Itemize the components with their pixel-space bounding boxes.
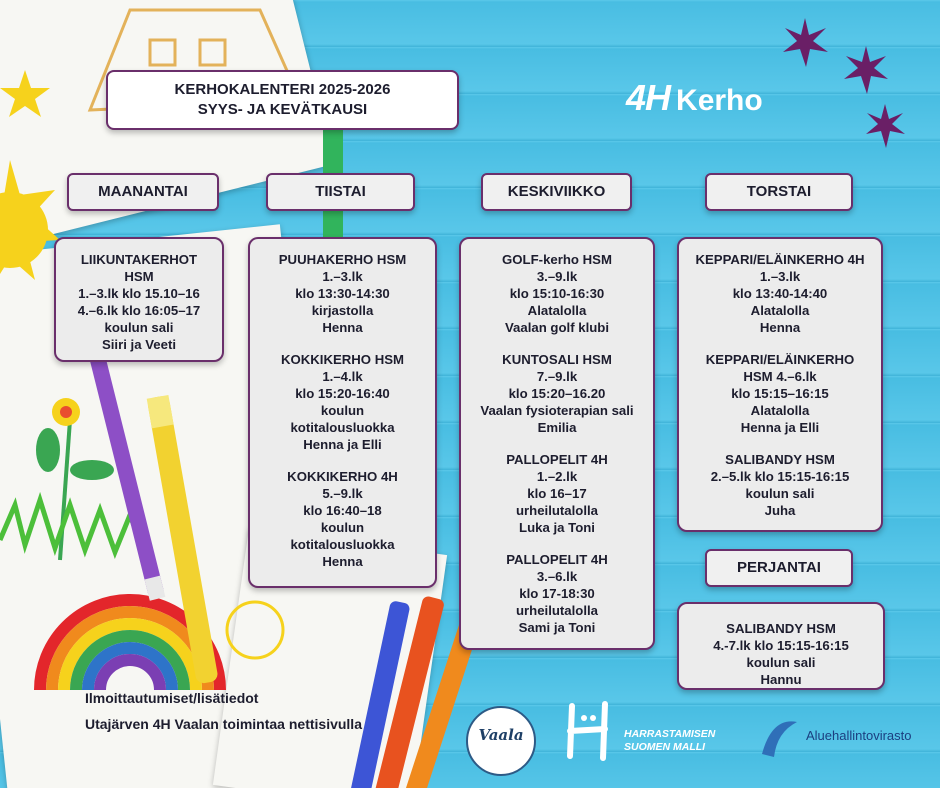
club-name: KOKKIKERHO 4H <box>287 469 398 484</box>
club-detail: 3.–9.lk <box>536 269 578 284</box>
club-detail: klo 13:30-14:30 <box>295 286 390 301</box>
club-detail: Juha <box>764 503 796 518</box>
club-detail: Sami ja Toni <box>518 620 596 635</box>
club-detail: koulun <box>320 403 365 418</box>
title-box <box>106 70 459 130</box>
club-detail: Vaalan fysioterapian sali <box>480 403 634 418</box>
logo-kerho-text: Kerho <box>676 84 763 117</box>
club-detail: Siiri ja Veeti <box>101 337 177 352</box>
club-name: KEPPARI/ELÄINKERHO <box>705 352 855 367</box>
grass-drawing-icon <box>0 500 145 555</box>
club-detail: HSM <box>124 269 154 284</box>
club-detail: 1.–2.lk <box>536 469 578 484</box>
club-detail: 4.–6.lk klo 16:05–17 <box>77 303 201 318</box>
purple-stars-icon <box>783 18 905 148</box>
tuesday-clubs <box>248 237 437 588</box>
friday-clubs <box>677 602 885 690</box>
club-name: KUNTOSALI HSM <box>502 352 612 367</box>
club-name: SALIBANDY HSM <box>726 621 836 636</box>
club-detail: 4.-7.lk klo 15:15-16:15 <box>713 638 849 653</box>
wednesday-clubs <box>459 237 655 650</box>
club-detail: klo 15:10-16:30 <box>509 286 605 301</box>
vaala-logo <box>466 706 536 776</box>
avi-mark-icon <box>752 712 802 762</box>
hsm-text-line2: SUOMEN MALLI <box>624 741 706 753</box>
club-detail: 1.–3.lk <box>322 269 363 284</box>
logo-4h-mark: 4H <box>626 77 671 118</box>
club-detail: klo 15:20-16:40 <box>295 386 390 401</box>
club-detail: kirjastolla <box>311 303 374 318</box>
footer-registration: Ilmoittautumiset/lisätiedot <box>85 690 259 706</box>
club-detail: HSM 4.–6.lk <box>743 369 817 384</box>
day-header-thursday: TORSTAI <box>705 173 853 211</box>
4h-kerho-logo <box>626 77 763 119</box>
day-header-monday: MAANANTAI <box>67 173 219 211</box>
club-detail: 5.–9.lk <box>322 486 363 501</box>
day-header-friday: PERJANTAI <box>705 549 853 587</box>
club-detail: 3.–6.lk <box>536 569 578 584</box>
day-header-wednesday: KESKIVIIKKO <box>481 173 632 211</box>
club-detail: 1.–3.lk klo 15.10–16 <box>78 286 200 301</box>
sun-drawing-icon <box>0 160 60 290</box>
club-name: GOLF-kerho HSM <box>502 252 612 267</box>
club-detail: Hannu <box>760 672 802 687</box>
club-detail: urheilutalolla <box>515 603 599 618</box>
club-entry <box>62 251 216 353</box>
club-detail: koulun sali <box>746 655 816 670</box>
club-detail: Emilia <box>537 420 577 435</box>
club-detail: Henna ja Elli <box>740 420 820 435</box>
club-detail: Alatalolla <box>527 303 587 318</box>
club-name: SALIBANDY HSM <box>725 452 835 467</box>
club-detail: klo 16:40–18 <box>303 503 382 518</box>
club-entry <box>256 351 429 453</box>
club-detail: Henna <box>322 320 363 335</box>
club-detail: 1.–3.lk <box>759 269 801 284</box>
club-detail: Henna <box>759 320 801 335</box>
club-entry <box>467 351 647 436</box>
club-entry <box>685 351 875 436</box>
hsm-text-line1: HARRASTAMISEN <box>624 728 716 740</box>
club-detail: koulun sali <box>745 486 815 501</box>
thursday-clubs <box>677 237 883 532</box>
club-entry <box>685 451 875 519</box>
calendar-title: KERHOKALENTERI 2025-2026 <box>174 81 391 98</box>
club-detail: Henna ja Elli <box>303 437 382 452</box>
club-detail: 1.–4.lk <box>322 369 363 384</box>
club-entry <box>467 251 647 336</box>
club-entry <box>256 251 429 336</box>
footer-website-info: Utajärven 4H Vaalan toimintaa nettisivulla <box>85 716 362 732</box>
club-detail: kotitalousluokka <box>290 537 395 552</box>
club-detail: klo 17-18:30 <box>519 586 595 601</box>
club-detail: kotitalousluokka <box>290 420 395 435</box>
club-detail: 2.–5.lk klo 15:15-16:15 <box>710 469 850 484</box>
club-detail: Alatalolla <box>750 303 810 318</box>
club-detail: klo 13:40-14:40 <box>732 286 828 301</box>
club-entry <box>467 451 647 536</box>
club-name: KEPPARI/ELÄINKERHO 4H <box>695 252 865 267</box>
club-detail: klo 15:15–16:15 <box>731 386 829 401</box>
club-detail: Henna <box>322 554 363 569</box>
avi-text: Aluehallintovirasto <box>806 728 912 743</box>
harrastamisen-suomen-malli-logo <box>560 696 730 766</box>
day-header-tuesday: TIISTAI <box>266 173 415 211</box>
club-detail: klo 15:20–16.20 <box>508 386 606 401</box>
monday-clubs <box>54 237 224 362</box>
club-name: PUUHAKERHO HSM <box>278 252 407 267</box>
vaala-logo-text: Vaala <box>478 726 524 744</box>
aluehallintovirasto-logo <box>752 712 932 762</box>
club-name: KOKKIKERHO HSM <box>280 352 405 367</box>
star-drawing-icon <box>0 70 50 117</box>
club-detail: Vaalan golf klubi <box>504 320 610 335</box>
club-name: PALLOPELIT 4H <box>506 452 608 467</box>
club-name: PALLOPELIT 4H <box>506 552 608 567</box>
club-entry <box>685 620 877 688</box>
club-entry <box>685 251 875 336</box>
club-detail: klo 16–17 <box>527 486 587 501</box>
club-detail: urheilutalolla <box>515 503 599 518</box>
club-detail: 7.–9.lk <box>536 369 578 384</box>
sun-sketch-icon <box>227 602 283 658</box>
flower-drawing-icon <box>36 398 114 560</box>
club-detail: koulun <box>320 520 365 535</box>
club-entry <box>467 551 647 636</box>
club-detail: koulun sali <box>104 320 174 335</box>
hsm-mark-icon <box>560 696 620 766</box>
club-detail: Luka ja Toni <box>519 520 595 535</box>
club-name: LIIKUNTAKERHOT <box>80 252 198 267</box>
calendar-subtitle: SYYS- JA KEVÄTKAUSI <box>197 101 368 118</box>
club-entry <box>256 468 429 570</box>
club-detail: Alatalolla <box>750 403 810 418</box>
